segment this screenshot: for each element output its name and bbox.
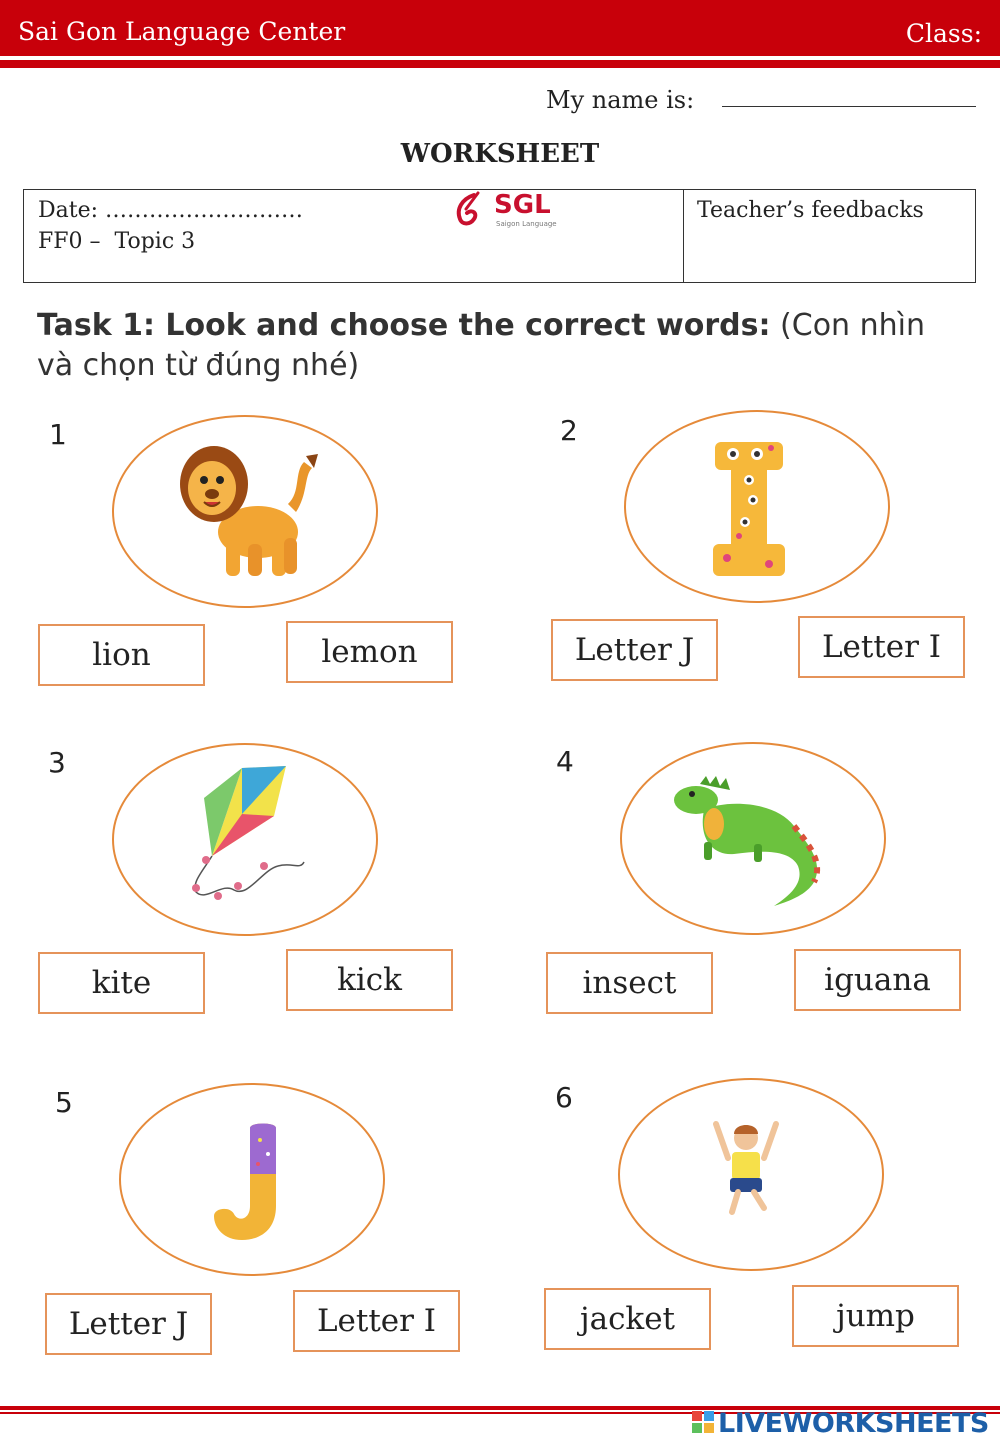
iguana-icon — [674, 770, 834, 910]
kite-icon — [182, 762, 310, 912]
item-number: 6 — [555, 1081, 573, 1114]
option-lemon[interactable]: lemon — [286, 621, 453, 683]
option-letter-j[interactable]: Letter J — [45, 1293, 212, 1355]
item-number: 3 — [48, 746, 66, 779]
logo-text: SGL — [494, 190, 551, 220]
header-underline — [0, 60, 1000, 68]
date-label: Date: ……………………… — [38, 198, 304, 223]
task-instruction — [37, 306, 937, 386]
option-letter-i[interactable]: Letter I — [798, 616, 965, 678]
option-jump[interactable]: jump — [792, 1285, 959, 1347]
liveworksheets-brand: LIVEWORKSHEETS — [718, 1408, 989, 1439]
logo-subtext: Saigon Language — [496, 220, 557, 228]
center-name: Sai Gon Language Center — [18, 17, 346, 46]
task-title: Task 1: Look and choose the correct words: — [37, 308, 771, 343]
item-number: 4 — [556, 745, 574, 778]
name-blank-line[interactable] — [722, 106, 976, 107]
item-number: 2 — [560, 414, 578, 447]
liveworksheets-logo-icon — [692, 1411, 714, 1433]
item-number: 5 — [55, 1086, 73, 1119]
option-insect[interactable]: insect — [546, 952, 713, 1014]
name-label: My name is: — [546, 86, 695, 114]
teacher-feedback-label: Teacher’s feedbacks — [697, 198, 924, 223]
info-table-divider — [683, 189, 684, 283]
option-lion[interactable]: lion — [38, 624, 205, 686]
topic-label: FF0 – Topic 3 — [38, 229, 196, 254]
option-kick[interactable]: kick — [286, 949, 453, 1011]
option-jacket[interactable]: jacket — [544, 1288, 711, 1350]
jumping-boy-icon — [708, 1118, 784, 1222]
worksheet-title: WORKSHEET — [400, 139, 600, 169]
class-label: Class: — [905, 19, 982, 48]
lion-icon — [176, 432, 321, 592]
option-letter-i[interactable]: Letter I — [293, 1290, 460, 1352]
letter-i-icon — [709, 440, 789, 580]
option-kite[interactable]: kite — [38, 952, 205, 1014]
letter-j-icon — [208, 1120, 288, 1244]
option-letter-j[interactable]: Letter J — [551, 619, 718, 681]
option-iguana[interactable]: iguana — [794, 949, 961, 1011]
item-number: 1 — [49, 418, 67, 451]
task-translation: (Con nhìn và chọn từ đúng nhé) — [37, 308, 925, 383]
